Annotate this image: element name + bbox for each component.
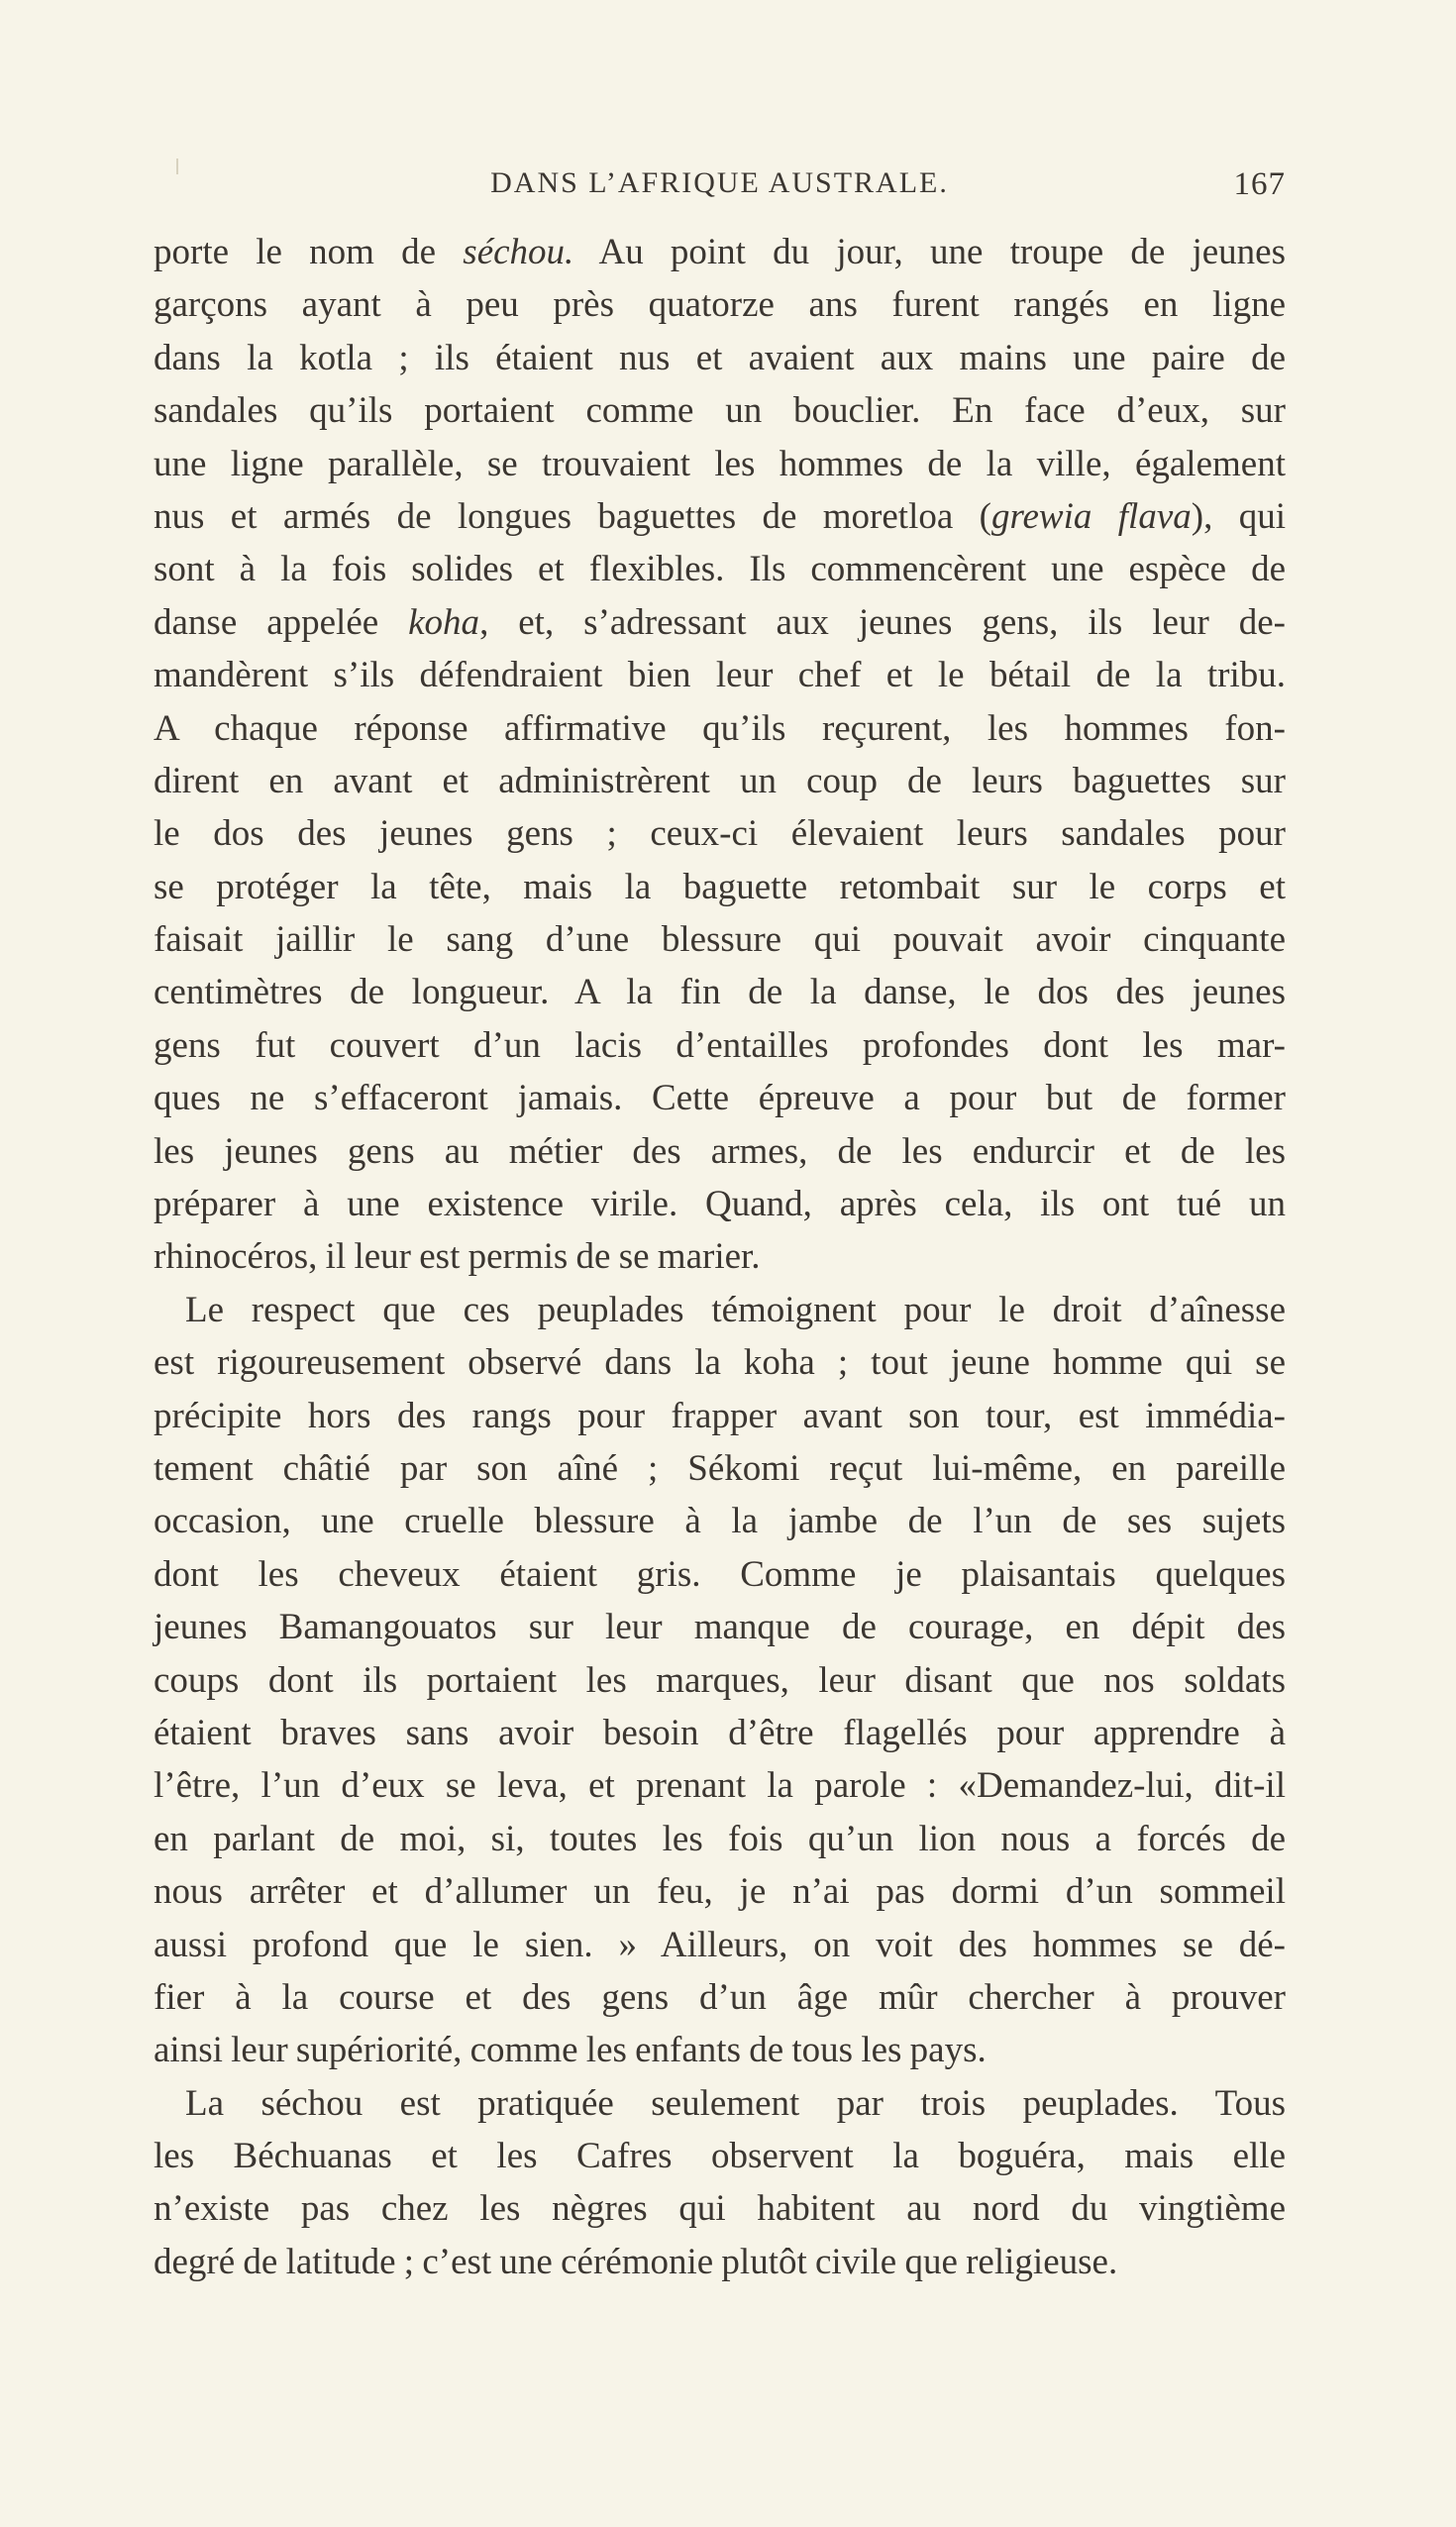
text-line xyxy=(154,1548,1286,1601)
text-run: aussi profond que le sien. » Ailleurs, on voit des hommes se dé- xyxy=(154,1924,1286,1965)
text-run: une ligne parallèle, se trouvaient les hommes de la ville, également xyxy=(154,443,1286,484)
text-line xyxy=(154,384,1286,437)
text-run: ques ne s’effaceront jamais. Cette épreuve a pour but de former xyxy=(154,1078,1286,1119)
text-run: mandèrent s’ils défendraient bien leur chef et le bétail de la tribu. xyxy=(154,655,1286,696)
text-run: tement châtié par son aîné ; Sékomi reçut lui-même, en pareille xyxy=(154,1447,1286,1489)
text-run: garçons ayant à peu près quatorze ans furent rangés en ligne xyxy=(154,284,1286,326)
text-line xyxy=(154,1442,1286,1495)
text-line xyxy=(154,2024,1286,2076)
text-run: La séchou est pratiquée seulement par trois peuplades. Tous xyxy=(185,2082,1286,2124)
text-line xyxy=(154,1865,1286,1918)
text-run: nus et armés de longues baguettes de moretloa ( xyxy=(154,495,991,537)
text-line xyxy=(154,490,1286,543)
italic-term: séchou. xyxy=(463,232,574,272)
text-line xyxy=(154,543,1286,595)
text-line xyxy=(154,702,1286,755)
text-line xyxy=(154,226,1286,278)
text-line xyxy=(154,755,1286,807)
text-run: le dos des jeunes gens ; ceux-ci élevaient leurs sandales pour xyxy=(154,813,1286,855)
text-line xyxy=(154,2077,1286,2130)
text-run: sandales qu’ils portaient comme un bouclier. En face d’eux, sur xyxy=(154,390,1286,432)
text-run: centimètres de longueur. A la fin de la danse, le dos des jeunes xyxy=(154,972,1286,1013)
text-run: en parlant de moi, si, toutes les fois qu’un lion nous a forcés de xyxy=(154,1818,1286,1859)
text-run: préparer à une existence virile. Quand, après cela, ils ont tué un xyxy=(154,1184,1286,1225)
text-line xyxy=(154,861,1286,913)
text-run: porte le nom de xyxy=(154,232,464,272)
text-run: faisait jaillir le sang d’une blessure qui pouvait avoir cinquante xyxy=(154,919,1286,961)
text-run: , et, s’adressant aux jeunes gens, ils leur de- xyxy=(479,601,1286,643)
text-run: n’existe pas chez les nègres qui habitent au nord du vingtième xyxy=(154,2188,1286,2230)
text-run: Le respect que ces peuplades témoignent pour le droit d’aînesse xyxy=(185,1289,1286,1330)
text-line xyxy=(154,1495,1286,1547)
text-run: gens fut couvert d’un lacis d’entailles profondes dont les mar- xyxy=(154,1024,1286,1066)
text-line xyxy=(154,1759,1286,1812)
text-run: danse appelée xyxy=(154,601,409,643)
text-run: A chaque réponse affirmative qu’ils reçurent, les hommes fon- xyxy=(154,707,1286,749)
text-run: nous arrêter et d’allumer un feu, je n’ai pas dormi d’un sommeil xyxy=(154,1871,1286,1913)
page-number: 167 xyxy=(1233,166,1286,202)
text-line xyxy=(154,1654,1286,1707)
text-line xyxy=(154,2182,1286,2235)
text-line xyxy=(154,913,1286,966)
running-title: DANS L’AFRIQUE AUSTRALE. xyxy=(490,166,949,199)
text-run: se protéger la tête, mais la baguette retombait sur le corps et xyxy=(154,866,1286,907)
text-line xyxy=(154,1019,1286,1072)
text-line xyxy=(154,2236,1286,2288)
text-line xyxy=(154,1971,1286,2024)
text-run: degré de latitude ; c’est une cérémonie plutôt civile que religieuse. xyxy=(154,2241,1118,2282)
text-run: précipite hors des rangs pour frapper avant son tour, est immédia- xyxy=(154,1395,1286,1436)
text-line xyxy=(154,1707,1286,1759)
text-run: Au point du jour, une troupe de jeunes xyxy=(573,232,1287,272)
text-line xyxy=(154,649,1286,701)
text-run: ainsi leur supériorité, comme les enfants de tous les pays. xyxy=(154,2030,987,2071)
text-line xyxy=(154,2130,1286,2182)
text-line xyxy=(154,1601,1286,1653)
text-run: fier à la course et des gens d’un âge mûr chercher à prouver xyxy=(154,1976,1286,2018)
text-line xyxy=(154,332,1286,384)
text-line xyxy=(154,1813,1286,1865)
text-run: coups dont ils portaient les marques, leur disant que nos soldats xyxy=(154,1659,1286,1701)
text-line xyxy=(154,966,1286,1018)
text-line xyxy=(154,1125,1286,1178)
text-run: les jeunes gens au métier des armes, de les endurcir et de les xyxy=(154,1130,1286,1172)
text-line xyxy=(154,1919,1286,1971)
text-line xyxy=(154,1284,1286,1336)
text-run: dirent en avant et administrèrent un coup de leurs baguettes sur xyxy=(154,760,1286,801)
text-run: ), qui xyxy=(1191,495,1286,537)
text-line xyxy=(154,1178,1286,1230)
text-line xyxy=(154,438,1286,490)
text-line xyxy=(154,1230,1286,1283)
text-line xyxy=(154,1390,1286,1442)
text-line xyxy=(154,807,1286,860)
text-run: jeunes Bamangouatos sur leur manque de courage, en dépit des xyxy=(154,1607,1286,1648)
text-run: l’être, l’un d’eux se leva, et prenant la parole : «Demandez-lui, dit-il xyxy=(154,1765,1286,1807)
italic-term: grewia flava xyxy=(990,495,1192,537)
text-run: les Béchuanas et les Cafres observent la boguéra, mais elle xyxy=(154,2136,1286,2177)
text-run: rhinocéros, il leur est permis de se marier. xyxy=(154,1236,761,1278)
text-line xyxy=(154,596,1286,649)
text-line xyxy=(154,278,1286,331)
text-run: est rigoureusement observé dans la koha ; tout jeune homme qui se xyxy=(154,1342,1286,1384)
italic-term: koha xyxy=(408,601,480,643)
text-run: étaient braves sans avoir besoin d’être flagellés pour apprendre à xyxy=(154,1712,1286,1753)
text-run: dont les cheveux étaient gris. Comme je plaisantais quelques xyxy=(154,1553,1286,1595)
text-line xyxy=(154,1072,1286,1124)
text-line xyxy=(154,1336,1286,1389)
running-header xyxy=(154,166,1286,216)
body-text xyxy=(154,226,1286,2288)
text-run: dans la kotla ; ils étaient nus et avaient aux mains une paire de xyxy=(154,337,1286,378)
text-run: occasion, une cruelle blessure à la jambe de l’un de ses sujets xyxy=(154,1501,1286,1542)
text-run: sont à la fois solides et flexibles. Ils commencèrent une espèce de xyxy=(154,549,1286,590)
